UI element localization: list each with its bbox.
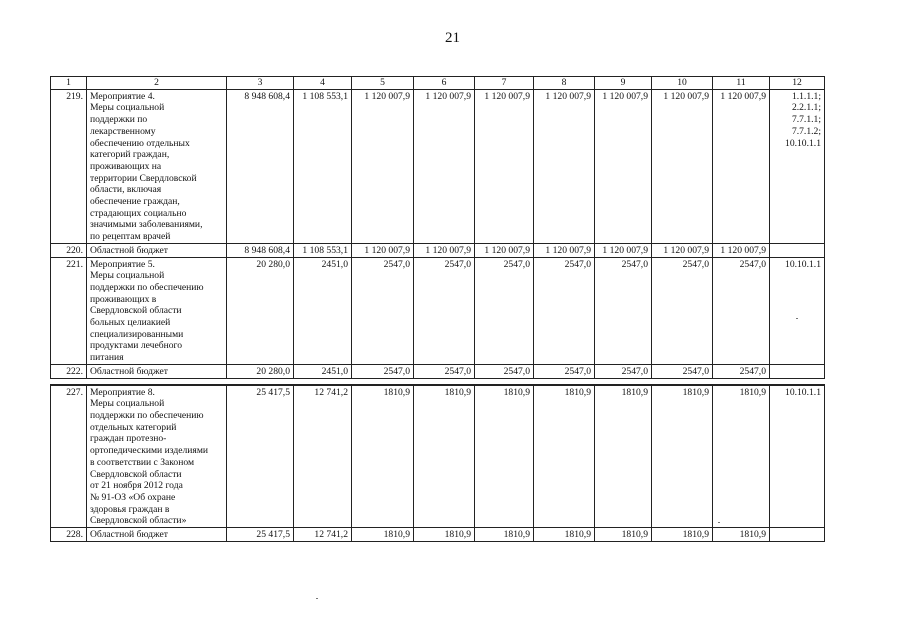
row-description bbox=[87, 385, 227, 528]
header-cell: 7 bbox=[475, 77, 534, 90]
header-cell: 8 bbox=[534, 77, 595, 90]
amount-cell: 12 741,2 bbox=[294, 528, 352, 542]
amount-cell: 2547,0 bbox=[713, 257, 770, 364]
target-codes bbox=[770, 528, 825, 542]
description-line: значимыми заболеваниями, bbox=[90, 219, 203, 231]
amount-cell: 1810,9 bbox=[652, 385, 713, 528]
amount-cell: 1 120 007,9 bbox=[352, 243, 414, 257]
amount-cell: 1 120 007,9 bbox=[475, 89, 534, 243]
description-line: обеспечению отдельных bbox=[90, 137, 190, 149]
header-cell: 6 bbox=[414, 77, 475, 90]
target-code: 10.10.1.1 bbox=[785, 386, 821, 398]
description-line: проживающих на bbox=[90, 160, 162, 172]
amount-cell: 1 120 007,9 bbox=[713, 89, 770, 243]
target-codes bbox=[770, 364, 825, 378]
amount-cell: 1 120 007,9 bbox=[595, 243, 652, 257]
description-line: Областной бюджет bbox=[90, 529, 168, 541]
amount-cell: 1810,9 bbox=[534, 528, 595, 542]
amount-cell: 1810,9 bbox=[352, 528, 414, 542]
amount-cell: 2547,0 bbox=[414, 364, 475, 378]
description-line: лекарственному bbox=[90, 125, 156, 137]
amount-cell: 2547,0 bbox=[475, 364, 534, 378]
amount-cell: 2547,0 bbox=[534, 364, 595, 378]
target-codes bbox=[770, 243, 825, 257]
amount-cell: 8 948 608,4 bbox=[227, 89, 294, 243]
description-line: поддержки по обеспечению bbox=[90, 281, 204, 293]
target-code: 10.10.1.1 bbox=[785, 137, 821, 149]
target-code: 7.7.1.1; bbox=[791, 114, 821, 126]
amount-cell: 2547,0 bbox=[595, 364, 652, 378]
row-number: 228. bbox=[51, 528, 87, 542]
description-line: Свердловской области bbox=[90, 468, 182, 480]
amount-cell: 2547,0 bbox=[534, 257, 595, 364]
target-code: 7.7.1.2; bbox=[791, 125, 821, 137]
amount-cell: 1810,9 bbox=[652, 528, 713, 542]
description-line: больных целиакией bbox=[90, 317, 171, 329]
description-line: Свердловской области» bbox=[90, 515, 187, 527]
amount-cell: 20 280,0 bbox=[227, 364, 294, 378]
description-line: категорий граждан, bbox=[90, 149, 170, 161]
amount-cell: 1 120 007,9 bbox=[534, 89, 595, 243]
header-cell: 12 bbox=[770, 77, 825, 90]
description-line: страдающих социально bbox=[90, 207, 187, 219]
row-number: 227. bbox=[51, 385, 87, 528]
amount-cell: 1 120 007,9 bbox=[595, 89, 652, 243]
amount-cell: 2547,0 bbox=[713, 364, 770, 378]
amount-cell: 2451,0 bbox=[294, 257, 352, 364]
description-line: территории Свердловской bbox=[90, 172, 197, 184]
description-line: от 21 ноября 2012 года bbox=[90, 480, 183, 492]
amount-cell: 1 120 007,9 bbox=[534, 243, 595, 257]
description-line: поддержки по bbox=[90, 114, 148, 126]
page-number: 21 bbox=[445, 30, 460, 46]
amount-cell: 1 120 007,9 bbox=[652, 243, 713, 257]
amount-cell: 2547,0 bbox=[352, 257, 414, 364]
amount-cell: 1810,9 bbox=[713, 385, 770, 528]
amount-cell: 1 120 007,9 bbox=[414, 89, 475, 243]
description-line: № 91-ОЗ «Об охране bbox=[90, 491, 176, 503]
scan-speck bbox=[796, 318, 798, 319]
scan-speck bbox=[316, 598, 318, 599]
description-line: граждан протезно- bbox=[90, 433, 167, 445]
row-number: 219. bbox=[51, 89, 87, 243]
amount-cell: 2451,0 bbox=[294, 364, 352, 378]
amount-cell: 1810,9 bbox=[713, 528, 770, 542]
header-cell: 10 bbox=[652, 77, 713, 90]
description-line: Областной бюджет bbox=[90, 365, 168, 377]
description-line: Мероприятие 4. bbox=[90, 90, 155, 102]
amount-cell: 12 741,2 bbox=[294, 385, 352, 528]
amount-cell: 2547,0 bbox=[652, 364, 713, 378]
amount-cell: 1810,9 bbox=[352, 385, 414, 528]
description-line: поддержки по обеспечению bbox=[90, 409, 204, 421]
row-description bbox=[87, 364, 227, 378]
description-line: по рецептам врачей bbox=[90, 231, 171, 243]
amount-cell: 1 108 553,1 bbox=[294, 243, 352, 257]
description-line: питания bbox=[90, 352, 124, 364]
row-number: 221. bbox=[51, 257, 87, 364]
row-number: 220. bbox=[51, 243, 87, 257]
amount-cell: 1810,9 bbox=[414, 385, 475, 528]
row-description bbox=[87, 257, 227, 364]
amount-cell: 8 948 608,4 bbox=[227, 243, 294, 257]
header-row bbox=[51, 77, 825, 90]
description-line: Меры социальной bbox=[90, 102, 165, 114]
table-row bbox=[51, 243, 825, 257]
header-cell: 4 bbox=[294, 77, 352, 90]
header-cell: 3 bbox=[227, 77, 294, 90]
description-line: в соответствии с Законом bbox=[90, 456, 195, 468]
table-row bbox=[51, 364, 825, 378]
target-codes bbox=[770, 257, 825, 364]
amount-cell: 2547,0 bbox=[475, 257, 534, 364]
target-code: 2.2.1.1; bbox=[791, 102, 821, 114]
header-cell: 1 bbox=[51, 77, 87, 90]
description-line: отдельных категорий bbox=[90, 421, 177, 433]
amount-cell: 1 120 007,9 bbox=[414, 243, 475, 257]
table-row bbox=[51, 89, 825, 243]
description-line: Меры социальной bbox=[90, 270, 165, 282]
description-line: области, включая bbox=[90, 184, 162, 196]
row-number: 222. bbox=[51, 364, 87, 378]
description-line: Мероприятие 8. bbox=[90, 386, 155, 398]
amount-cell: 1 120 007,9 bbox=[713, 243, 770, 257]
row-description bbox=[87, 243, 227, 257]
amount-cell: 2547,0 bbox=[414, 257, 475, 364]
amount-cell: 1810,9 bbox=[595, 385, 652, 528]
amount-cell: 1 108 553,1 bbox=[294, 89, 352, 243]
header-cell: 5 bbox=[352, 77, 414, 90]
header-cell: 11 bbox=[713, 77, 770, 90]
description-line: Областной бюджет bbox=[90, 244, 168, 256]
amount-cell: 1 120 007,9 bbox=[652, 89, 713, 243]
description-line: специализированными bbox=[90, 328, 184, 340]
description-line: продуктами лечебного bbox=[90, 340, 183, 352]
amount-cell: 2547,0 bbox=[652, 257, 713, 364]
description-line: Меры социальной bbox=[90, 398, 165, 410]
target-codes bbox=[770, 385, 825, 528]
amount-cell: 1810,9 bbox=[534, 385, 595, 528]
amount-cell: 1810,9 bbox=[475, 528, 534, 542]
target-code: 1.1.1.1; bbox=[791, 90, 821, 102]
amount-cell: 1810,9 bbox=[414, 528, 475, 542]
amount-cell: 1810,9 bbox=[475, 385, 534, 528]
row-description bbox=[87, 89, 227, 243]
amount-cell: 25 417,5 bbox=[227, 528, 294, 542]
description-line: обеспечение граждан, bbox=[90, 196, 180, 208]
description-line: Свердловской области bbox=[90, 305, 182, 317]
amount-cell: 1 120 007,9 bbox=[352, 89, 414, 243]
amount-cell: 2547,0 bbox=[352, 364, 414, 378]
table-row bbox=[51, 257, 825, 364]
amount-cell: 25 417,5 bbox=[227, 385, 294, 528]
budget-table bbox=[50, 76, 825, 542]
amount-cell: 1810,9 bbox=[595, 528, 652, 542]
amount-cell: 20 280,0 bbox=[227, 257, 294, 364]
scan-speck bbox=[718, 522, 720, 523]
description-line: Мероприятие 5. bbox=[90, 258, 155, 270]
row-description bbox=[87, 528, 227, 542]
table-row bbox=[51, 385, 825, 528]
table-body bbox=[51, 77, 825, 542]
description-line: проживающих в bbox=[90, 293, 157, 305]
description-line: здоровья граждан в bbox=[90, 503, 170, 515]
target-code: 10.10.1.1 bbox=[785, 258, 821, 270]
description-line: ортопедическими изделиями bbox=[90, 445, 209, 457]
header-cell: 2 bbox=[87, 77, 227, 90]
target-codes bbox=[770, 89, 825, 243]
table-row bbox=[51, 528, 825, 542]
header-cell: 9 bbox=[595, 77, 652, 90]
amount-cell: 2547,0 bbox=[595, 257, 652, 364]
amount-cell: 1 120 007,9 bbox=[475, 243, 534, 257]
